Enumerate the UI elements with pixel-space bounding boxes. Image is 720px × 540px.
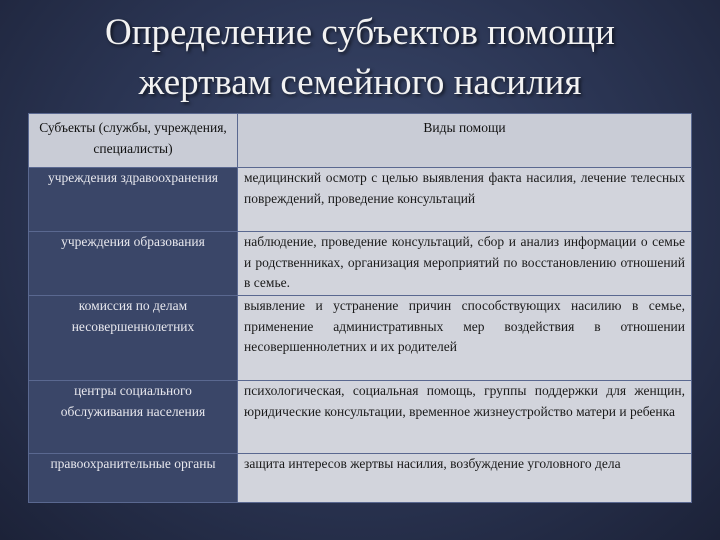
help-cell: защита интересов жертвы насилия, возбуждение уголовного дела [238, 454, 692, 503]
help-cell: наблюдение, проведение консультаций, сбор и анализ информации о семье и родственниках, организация мероприятий по восстановлению отношений в семье. [238, 232, 692, 296]
table-row [29, 296, 692, 381]
help-cell: психологическая, социальная помощь, группы поддержки для женщин, юридические консультации, временное жизнеустройство матери и ребенка [238, 381, 692, 454]
help-cell: медицинский осмотр с целью выявления факта насилия, лечение телесных повреждений, проведение консультаций [238, 168, 692, 232]
table-row [29, 168, 692, 232]
slide-title [40, 8, 680, 108]
title-line-2: жертвам семейного насилия [138, 62, 582, 103]
table-row [29, 232, 692, 296]
subject-cell: центры социального обслуживания населения [29, 381, 238, 454]
header-subjects: Субъекты (службы, учреждения, специалисты) [29, 114, 238, 168]
subject-cell: комиссия по делам несовершеннолетних [29, 296, 238, 381]
subject-cell: правоохранительные органы [29, 454, 238, 503]
subject-cell: учреждения здравоохранения [29, 168, 238, 232]
table-row [29, 381, 692, 454]
help-subjects-table [28, 113, 692, 503]
help-cell: выявление и устранение причин способствующих насилию в семье, применение административных мер воздействия в отношении несовершеннолетних и их родителей [238, 296, 692, 381]
header-help: Виды помощи [238, 114, 692, 168]
title-line-1: Определение субъектов помощи [105, 12, 615, 53]
table-row [29, 454, 692, 503]
table-header-row [29, 114, 692, 168]
subject-cell: учреждения образования [29, 232, 238, 296]
